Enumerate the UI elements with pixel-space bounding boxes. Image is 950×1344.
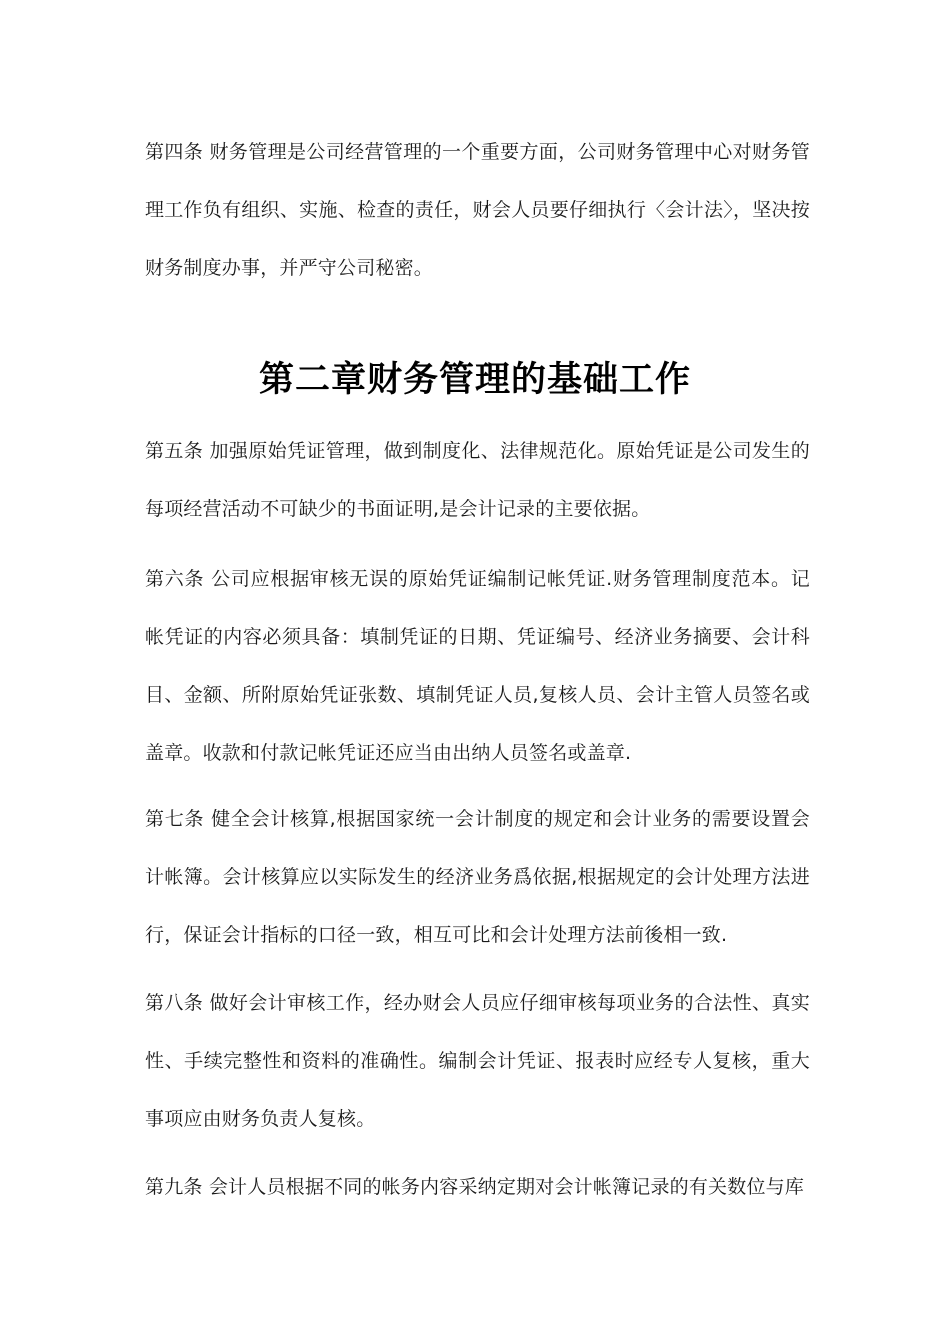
article-4-paragraph: 第四条 财务管理是公司经营管理的一个重要方面，公司财务管理中心对财务管理工作负有组织、实施、检查的责任，财会人员要仔细执行〈会计法〉，坚决按财务制度办事，并严守公司秘密。 <box>145 141 810 279</box>
article-5-paragraph: 第五条 加强原始凭证管理，做到制度化、法律规范化。原始凭证是公司发生的每项经营活动不可缺少的书面证明,是会计记录的主要依据。 <box>145 440 810 520</box>
article-8-paragraph: 第八条 做好会计审核工作，经办财会人员应仔细审核每项业务的合法性、真实性、手续完整性和资料的准确性。编制会计凭证、报表时应经专人复核，重大事项应由财务负责人复核。 <box>145 992 810 1130</box>
article-6-paragraph: 第六条 公司应根据审核无误的原始凭证编制记帐凭证.财务管理制度范本。记帐凭证的内容必须具备：填制凭证的日期、凭证编号、经济业务摘要、会计科目、金额、所附原始凭证张数、填制凭证人员,复核人员、会计主管人员签名或盖章。收款和付款记帐凭证还应当由出纳人员签名或盖章. <box>145 568 810 764</box>
chapter-2-heading: 第二章财务管理的基础工作 <box>258 360 691 400</box>
article-7-paragraph: 第七条 健全会计核算,根据国家统一会计制度的规定和会计业务的需要设置会计帐簿。会计核算应以实际发生的经济业务爲依据,根据规定的会计处理方法进行，保证会计指标的口径一致，相互可比和会计处理方法前後相一致. <box>145 808 810 946</box>
article-9-paragraph: 第九条 会计人员根据不同的帐务内容采纳定期对会计帐簿记录的有关数位与库 <box>145 1176 805 1198</box>
